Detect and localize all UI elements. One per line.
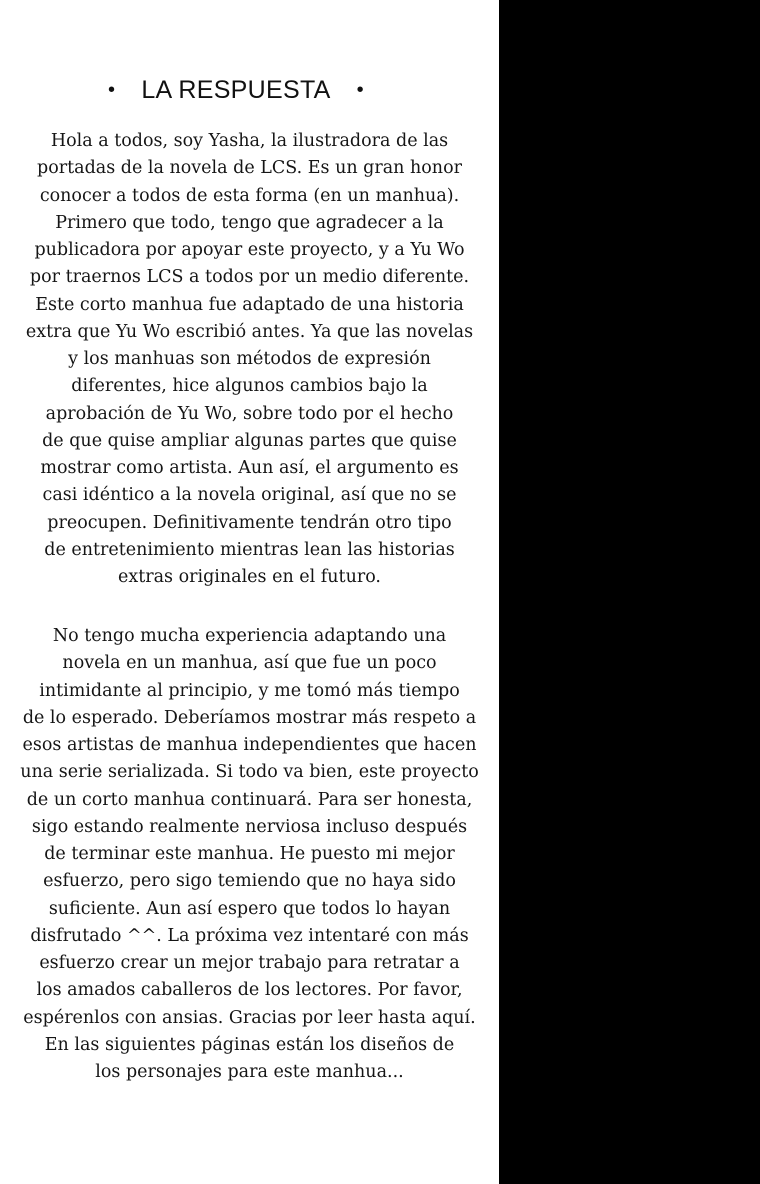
text-line: aprobación de Yu Wo, sobre todo por el hecho (45, 403, 454, 424)
text-line: extra que Yu Wo escribió antes. Ya que las novelas (25, 321, 474, 342)
page-title (0, 76, 472, 105)
text-line: preocupen. Definitivamente tendrán otro tipo (47, 512, 452, 533)
text-line: disfrutado ^^. La próxima vez intentaré con más (30, 925, 469, 946)
black-side-panel (499, 0, 760, 1184)
paragraph-1 (0, 128, 499, 591)
title-text: LA RESPUESTA (141, 76, 331, 104)
title-bullet-left: • (108, 79, 116, 101)
text-line: suficiente. Aun así espero que todos lo hayan (48, 898, 451, 919)
text-line: mostrar como artista. Aun así, el argumento es (40, 458, 459, 478)
text-line: una serie serializada. Si todo va bien, este proyecto (20, 762, 479, 783)
title-bullet-right: • (356, 79, 364, 101)
text-line: En las siguientes páginas están los diseños de (44, 1034, 455, 1055)
text-line: los personajes para este manhua... (95, 1062, 404, 1082)
text-line: sigo estando realmente nerviosa incluso después (31, 816, 468, 837)
text-line: conocer a todos de esta forma (en un manhua). (39, 185, 460, 206)
text-line: de que quise ampliar algunas partes que quise (42, 430, 457, 451)
text-line: esfuerzo, pero sigo temiendo que no haya sido (43, 871, 456, 892)
text-line: esos artistas de manhua independientes que hacen (22, 735, 477, 755)
text-line: de entretenimiento mientras lean las historias (44, 539, 455, 560)
text-line: de un corto manhua continuará. Para ser honesta, (26, 789, 473, 810)
text-line: los amados caballeros de los lectores. Por favor, (36, 980, 463, 1001)
text-line: diferentes, hice algunos cambios bajo la (71, 376, 428, 397)
text-line: Primero que todo, tengo que agradecer a la (55, 212, 444, 233)
text-line: por traernos LCS a todos por un medio diferente. (29, 267, 470, 288)
paragraph-2 (0, 623, 499, 1086)
text-line: espérenlos con ansias. Gracias por leer hasta aquí. (23, 1007, 476, 1028)
text-line: Hola a todos, soy Yasha, la ilustradora de las (50, 131, 449, 151)
text-line: de lo esperado. Deberíamos mostrar más respeto a (22, 707, 477, 728)
text-line: intimidante al principio, y me tomó más tiempo (39, 680, 460, 701)
text-line: No tengo mucha experiencia adaptando una (52, 626, 447, 646)
text-line: novela en un manhua, así que fue un poco (62, 653, 437, 674)
text-line: casi idéntico a la novela original, así que no se (42, 485, 457, 506)
text-line: portadas de la novela de LCS. Es un gran honor (37, 158, 462, 179)
text-line: esfuerzo crear un mejor trabajo para retratar a (39, 953, 460, 973)
text-line: publicadora por apoyar este proyecto, y a Yu Wo (34, 240, 465, 260)
text-line: extras originales en el futuro. (117, 567, 381, 587)
text-line: Este corto manhua fue adaptado de una historia (35, 294, 464, 315)
text-line: de terminar este manhua. He puesto mi mejor (44, 844, 455, 864)
text-line: y los manhuas son métodos de expresión (68, 349, 431, 369)
